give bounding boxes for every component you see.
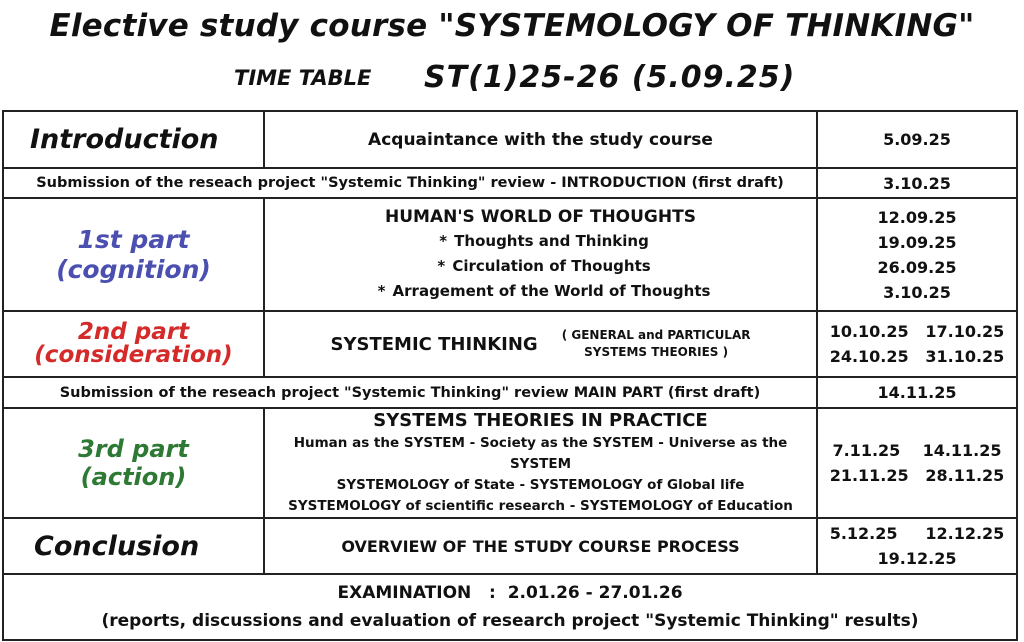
part-3-heading: SYSTEMS THEORIES IN PRACTICE xyxy=(373,410,708,431)
date-submission-introduction: 3.10.25 xyxy=(817,168,1017,198)
part-2-subtitle: (consideration) xyxy=(34,342,233,368)
section-introduction: Introduction xyxy=(3,111,264,168)
table-row-part-1 xyxy=(3,198,1017,311)
table-row-submission-main-part xyxy=(3,377,1017,408)
systemic-thinking-title: SYSTEMIC THINKING xyxy=(330,333,538,355)
activity-acquaintance: Acquaintance with the study course xyxy=(264,111,817,168)
examination-description: (reports, discussions and evaluation of research project "Systemic Thinking" results) xyxy=(101,611,919,631)
list-item: SYSTEMOLOGY of scientific research - SYSTEMOLOGY of Education xyxy=(288,498,793,514)
part-1-heading: HUMAN'S WORLD OF THOUGHTS xyxy=(385,207,696,227)
submission-main-part: Submission of the reseach project "Systemic Thinking" review MAIN PART (first draft) xyxy=(3,377,817,408)
list-item: * Arragement of the World of Thoughts xyxy=(269,279,812,304)
section-part-3 xyxy=(3,408,264,518)
list-item: SYSTEMOLOGY of State - SYSTEMOLOGY of Global life xyxy=(336,477,745,493)
activity-overview: OVERVIEW OF THE STUDY COURSE PROCESS xyxy=(264,518,817,574)
bullet-star-icon: * xyxy=(439,232,448,250)
part-3-title: 3rd part xyxy=(78,435,189,463)
examination-line xyxy=(8,579,1012,607)
examination-period: 2.01.26 - 27.01.26 xyxy=(507,583,683,603)
bullet-star-icon: * xyxy=(377,282,386,300)
bullet-star-icon: * xyxy=(437,257,446,275)
table-row-conclusion xyxy=(3,518,1017,574)
submission-introduction: Submission of the reseach project "Systemic Thinking" review - INTRODUCTION (first draft) xyxy=(3,168,817,198)
activity-part-1 xyxy=(264,198,817,311)
dates-part-1: 12.09.25 19.09.25 26.09.25 3.10.25 xyxy=(817,198,1017,311)
table-row-part-2 xyxy=(3,311,1017,377)
part-3-subtitle: (action) xyxy=(80,463,187,491)
part-1-title: 1st part xyxy=(77,224,190,254)
examination-colon: : xyxy=(489,583,496,603)
table-row-part-3 xyxy=(3,408,1017,518)
timetable-subtitle xyxy=(0,60,1024,102)
examination-cell xyxy=(3,574,1017,640)
section-part-2 xyxy=(3,311,264,377)
table-row-examination xyxy=(3,574,1017,640)
activity-part-2 xyxy=(264,311,817,377)
table-row-submission-introduction xyxy=(3,168,1017,198)
part-2-title: 2nd part xyxy=(77,319,190,345)
examination-label: EXAMINATION xyxy=(337,583,472,603)
dates-conclusion: 5.12.25 12.12.25 19.12.25 xyxy=(817,518,1017,574)
activity-part-3 xyxy=(264,408,817,518)
course-title: Elective study course "SYSTEMOLOGY OF THINKING" xyxy=(49,8,975,44)
list-item: * Circulation of Thoughts xyxy=(269,254,812,279)
timetable-label: TIME TABLE xyxy=(234,66,372,90)
dates-part-3: 7.11.25 14.11.25 21.11.25 28.11.25 xyxy=(817,408,1017,518)
list-item: Human as the SYSTEM - Society as the SYSTEM - Universe as the SYSTEM xyxy=(293,435,788,472)
course-code: ST(1)25-26 (5.09.25) xyxy=(424,60,796,95)
dates-part-2: 10.10.25 17.10.25 24.10.25 31.10.25 xyxy=(817,311,1017,377)
table-row-introduction xyxy=(3,111,1017,168)
section-conclusion: Conclusion xyxy=(3,518,264,574)
list-item: * Thoughts and Thinking xyxy=(269,229,812,254)
date-submission-main-part: 14.11.25 xyxy=(817,377,1017,408)
timetable xyxy=(2,110,1018,641)
date-introduction: 5.09.25 xyxy=(817,111,1017,168)
systems-theories-note: ( GENERAL and PARTICULAR SYSTEMS THEORIES ) xyxy=(561,328,751,359)
part-1-subtitle: (cognition) xyxy=(56,254,211,284)
section-part-1 xyxy=(3,198,264,311)
